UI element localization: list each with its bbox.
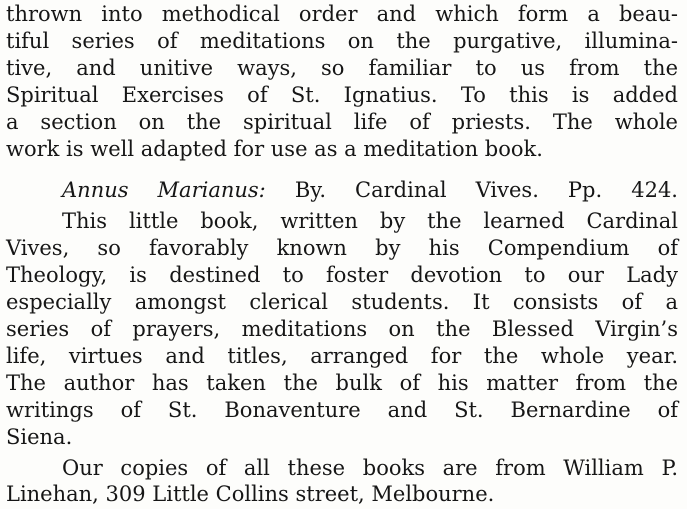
text-line: This little book, written by the learned Cardinal (62, 209, 678, 233)
text-line: Siena. (6, 425, 73, 449)
text-line: tiful series of meditations on the purgative, illumina- (6, 29, 678, 53)
book-details: By. Cardinal Vives. Pp. 424. (294, 178, 678, 202)
text-line: Spiritual Exercises of St. Ignatius. To this is added (6, 83, 678, 107)
text-line: a section on the spiritual life of priests. The whole (6, 110, 678, 134)
text-line: thrown into methodical order and which form a beau- (6, 2, 678, 26)
text-line: The author has taken the bulk of his matter from the (6, 371, 678, 395)
text-line: especially amongst clerical students. It consists of a (6, 290, 678, 314)
book-entry-heading (62, 178, 678, 202)
book-title: Annus Marianus: (62, 178, 266, 202)
text-line: series of prayers, meditations on the Blessed Virgin’s (6, 317, 678, 341)
text-line: writings of St. Bonaventure and St. Bernardine of (6, 398, 678, 422)
text-line: work is well adapted for use as a meditation book. (6, 137, 543, 161)
text-line: Linehan, 309 Little Collins street, Melbourne. (6, 482, 495, 506)
text-line: life, virtues and titles, arranged for the whole year. (6, 344, 678, 368)
text-line: Our copies of all these books are from William P. (62, 456, 678, 480)
text-line: Theology, is destined to foster devotion to our Lady (6, 263, 678, 287)
text-line: Vives, so favorably known by his Compendium of (6, 236, 678, 260)
text-line: tive, and unitive ways, so familiar to us from the (6, 56, 678, 80)
